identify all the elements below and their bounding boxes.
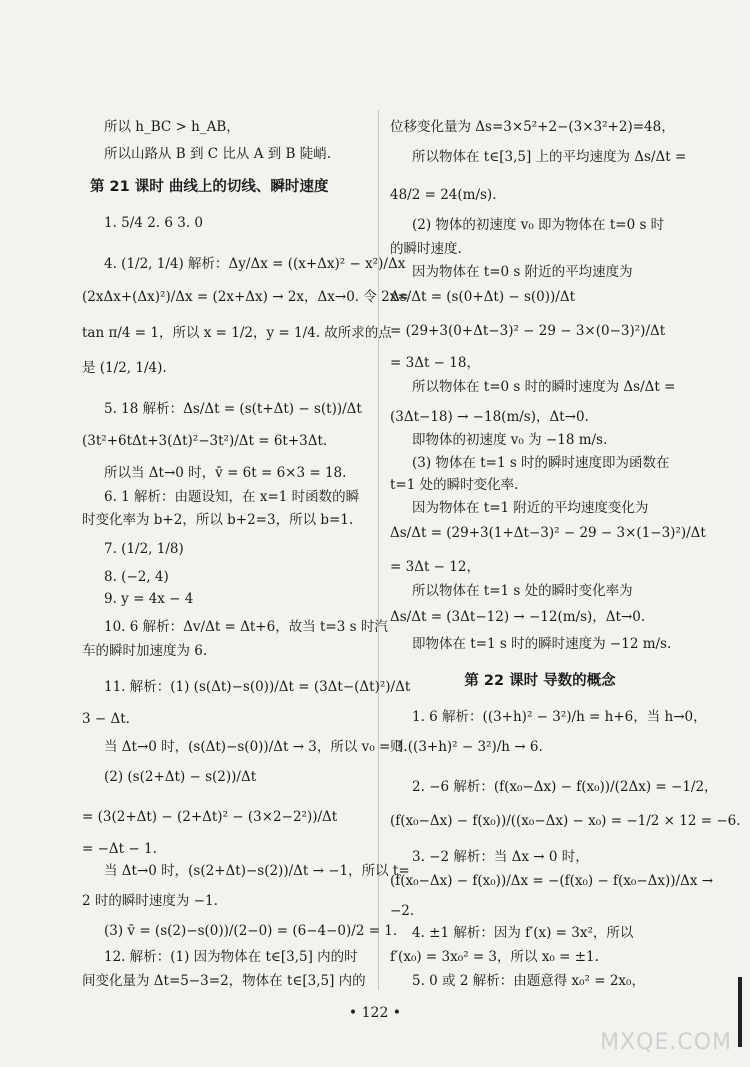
answer-line: 2. −6 解析：(f(x₀−Δx) − f(x₀))/(2Δx) = −1/2， xyxy=(412,779,718,795)
text-line: = (29+3(0+Δt−3)² − 29 − 3×(0−3)²)/Δt xyxy=(390,323,666,339)
answer-line: 1. 6 解析：((3+h)² − 3²)/h = h+6，当 h→0， xyxy=(412,709,707,725)
watermark-logo: MXQE.COM xyxy=(600,1030,732,1055)
text-line: (2) 物体的初速度 v₀ 即为物体在 t=0 s 时 xyxy=(412,217,665,233)
page-edge-mark xyxy=(738,977,742,1047)
text-line: 所以山路从 B 到 C 比从 A 到 B 陡峭. xyxy=(104,146,332,162)
text-line: 间变化量为 Δt=5−3=2，物体在 t∈[3,5] 内的 xyxy=(82,973,366,989)
text-line: 所以 h_BC > h_AB， xyxy=(104,119,240,135)
text-line: (f(x₀−Δx) − f(x₀))/((x₀−Δx) − x₀) = −1/2 × 12 = −6. xyxy=(390,813,741,829)
text-line: (f(x₀−Δx) − f(x₀))/Δx = −(f(x₀) − f(x₀−Δx))/Δx → xyxy=(390,873,714,889)
text-line: 所以当 Δt→0 时，v̄ = 6t = 6×3 = 18. xyxy=(104,465,347,481)
text-line: 所以物体在 t∈[3,5] 上的平均速度为 Δs/Δt = xyxy=(412,149,687,165)
page-number: • 122 • xyxy=(348,1005,402,1021)
answer-line: 12. 解析：(1) 因为物体在 t∈[3,5] 内的时 xyxy=(104,949,358,965)
text-line: 车的瞬时加速度为 6. xyxy=(82,643,208,659)
text-line: 则 ((3+h)² − 3²)/h → 6. xyxy=(390,739,543,755)
answer-line: 11. 解析：(1) (s(Δt)−s(0))/Δt = (3Δt−(Δt)²)/Δt xyxy=(104,679,411,695)
answer-line: 3. −2 解析：当 Δx → 0 时， xyxy=(412,849,589,865)
text-line: (3t²+6tΔt+3(Δt)²−3t²)/Δt = 6t+3Δt. xyxy=(82,433,328,449)
text-line: = 3Δt − 12， xyxy=(390,559,480,575)
text-line: f′(x₀) = 3x₀² = 3，所以 x₀ = ±1. xyxy=(390,949,599,965)
answer-line: 8. (−2, 4) xyxy=(104,569,169,585)
text-line: 位移变化量为 Δs=3×5²+2−(3×3²+2)=48， xyxy=(390,119,675,135)
text-line: 所以物体在 t=1 s 处的瞬时变化率为 xyxy=(412,583,633,599)
answer-line: 1. 5/4 2. 6 3. 0 xyxy=(104,215,204,231)
text-line: (3Δt−18) → −18(m/s)，Δt→0. xyxy=(390,409,589,425)
answer-line: 4. (1/2, 1/4) 解析：Δy/Δx = ((x+Δx)² − x²)/Δx xyxy=(104,256,406,272)
answer-line: 5. 18 解析：Δs/Δt = (s(t+Δt) − s(t))/Δt xyxy=(104,401,362,417)
text-line: 时变化率为 b+2，所以 b+2=3，所以 b=1. xyxy=(82,512,354,528)
answer-line: 7. (1/2, 1/8) xyxy=(104,541,184,557)
answer-line: 5. 0 或 2 解析：由题意得 x₀² = 2x₀， xyxy=(412,973,645,989)
text-line: 48/2 = 24(m/s). xyxy=(390,187,497,203)
text-line: t=1 处的瞬时变化率. xyxy=(390,477,519,493)
text-line: (2xΔx+(Δx)²)/Δx = (2x+Δx) → 2x，Δx→0. 令 2x= xyxy=(82,289,409,305)
text-line: = −Δt − 1. xyxy=(82,841,157,857)
text-line: 当 Δt→0 时，(s(Δt)−s(0))/Δt → 3，所以 v₀ = 3. xyxy=(104,739,408,755)
section-heading: 第 21 课时 曲线上的切线、瞬时速度 xyxy=(90,179,329,195)
column-divider xyxy=(378,110,379,990)
text-line: 2 时的瞬时速度为 −1. xyxy=(82,893,218,909)
text-line: 3 − Δt. xyxy=(82,711,130,727)
text-line: (3) v̄ = (s(2)−s(0))/(2−0) = (6−4−0)/2 = 1. xyxy=(104,923,398,939)
text-line: 是 (1/2, 1/4). xyxy=(82,360,167,376)
text-line: tan π/4 = 1，所以 x = 1/2，y = 1/4. 故所求的点 xyxy=(82,325,392,341)
text-line: 即物体在 t=1 s 时的瞬时速度为 −12 m/s. xyxy=(412,636,672,652)
text-line: −2. xyxy=(390,903,415,919)
answer-line: 9. y = 4x − 4 xyxy=(104,591,194,607)
text-line: 因为物体在 t=0 s 附近的平均速度为 xyxy=(412,264,633,280)
answer-line: 4. ±1 解析：因为 f′(x) = 3x²，所以 xyxy=(412,925,634,941)
text-line: 的瞬时速度. xyxy=(390,241,462,257)
answer-line: 6. 1 解析：由题设知，在 x=1 时函数的瞬 xyxy=(104,489,360,505)
text-line: Δs/Δt = (3Δt−12) → −12(m/s)，Δt→0. xyxy=(390,609,646,625)
text-line: = 3Δt − 18， xyxy=(390,355,480,371)
text-line: = (3(2+Δt) − (2+Δt)² − (3×2−2²))/Δt xyxy=(82,809,338,825)
text-line: (2) (s(2+Δt) − s(2))/Δt xyxy=(104,769,257,785)
text-line: 即物体的初速度 v₀ 为 −18 m/s. xyxy=(412,432,608,448)
text-line: 当 Δt→0 时，(s(2+Δt)−s(2))/Δt → −1，所以 t= xyxy=(104,863,410,879)
text-line: Δs/Δt = (29+3(1+Δt−3)² − 29 − 3×(1−3)²)/Δt xyxy=(390,525,706,541)
text-line: 因为物体在 t=1 附近的平均速度变化为 xyxy=(412,500,649,516)
text-line: Δs/Δt = (s(0+Δt) − s(0))/Δt xyxy=(390,289,576,305)
text-line: (3) 物体在 t=1 s 时的瞬时速度即为函数在 xyxy=(412,455,670,471)
text-line: 所以物体在 t=0 s 时的瞬时速度为 Δs/Δt = xyxy=(412,379,676,395)
section-heading: 第 22 课时 导数的概念 xyxy=(464,673,616,689)
answer-line: 10. 6 解析：Δv/Δt = Δt+6，故当 t=3 s 时汽 xyxy=(104,619,388,635)
